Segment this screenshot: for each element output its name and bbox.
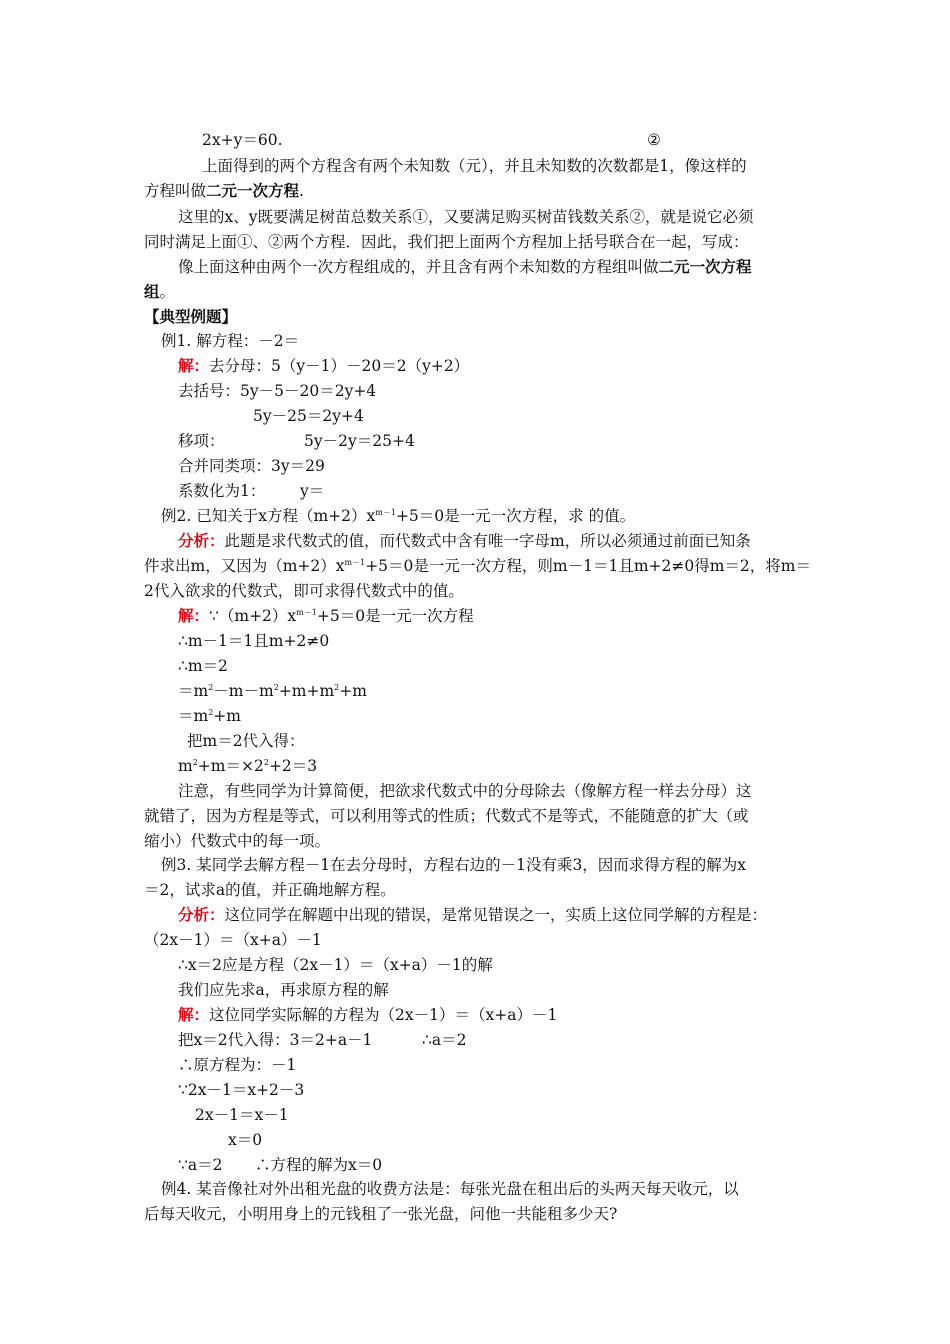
example-2-analysis-3: 2代入欲求的代数式，即可求得代数式中的值。 xyxy=(144,582,464,600)
example-2-note-2: 就错了，因为方程是等式，可以利用等式的性质；代数式不是等式，不能随意的扩大（或 xyxy=(144,807,749,825)
example-2-note-1: 注意，有些同学为计算简便，把欲求代数式中的分母除去（像解方程一样去分母）这 xyxy=(178,782,752,800)
example-2-solution-6: 把m＝2代入得： xyxy=(187,732,305,750)
example-1-step-4-equation: 5y－2y＝25+4 xyxy=(304,432,415,450)
para-1-line-2: 方程叫做二元一次方程. xyxy=(144,181,304,200)
equation-2-marker: ② xyxy=(647,131,661,149)
example-2-solution-3: ∴m＝2 xyxy=(178,657,228,675)
example-3-solution-2: 把x＝2代入得：3＝2+a－1 xyxy=(178,1031,373,1049)
example-1-step-1: 解：去分母：5（y－1）－20＝2（y+2） xyxy=(178,356,470,375)
example-3-solution-3: ∴原方程为：－1 xyxy=(178,1056,297,1074)
example-3-analysis-1: 分析：这位同学在解题中出现的错误，是常见错误之一，实质上这位同学解的方程是： xyxy=(178,905,768,924)
example-3-solution-2b: ∴a＝2 xyxy=(422,1031,467,1049)
example-3-solution-1: 解：这位同学实际解的方程为（2x－1）＝（x+a）－1 xyxy=(178,1005,558,1024)
example-2-title: 例2. 已知关于x方程$(m+2)x^{m-1}+5=0$是一元一次方程，求 的值。 xyxy=(161,507,636,525)
example-2-analysis-1: 分析：此题是求代数式的值，而代数式中含有唯一字母m，所以必须通过前面已知条 xyxy=(178,531,751,550)
section-heading: 【典型例题】 xyxy=(144,307,238,326)
term-equation-system: 二元一次方程 xyxy=(658,257,752,276)
example-1-title: 例1. 解方程：－2＝ xyxy=(161,332,300,350)
example-2-solution-1: 解：$\because(m+2)x^{m-1}+5=0$是一元一次方程 xyxy=(178,606,474,625)
example-2-solution-2: ∴m－1＝1且m+2≠0 xyxy=(178,632,330,650)
example-2-analysis-2: 件求出m，又因为$(m+2)x^{m-1}+5=0$是一元一次方程，则m－1＝1且m+2≠0得m＝2，将m＝ xyxy=(144,557,811,575)
equation-2: 2x+y＝60. xyxy=(202,131,283,149)
example-1-step-6-equation: y＝ xyxy=(300,482,325,500)
example-3-solution-4: ∵2x－1＝x+2－3 xyxy=(178,1081,305,1099)
para-3-line-1: 像上面这种由两个一次方程组成的，并且含有两个未知数的方程组叫做二元一次方程 xyxy=(178,257,752,276)
example-3-analysis-3: ∴x＝2应是方程（2x－1）＝（x+a）－1的解 xyxy=(178,956,493,974)
para-3-line-2: 组。 xyxy=(144,282,176,301)
para-2-line-1: 这里的x、y既要满足树苗总数关系①，又要满足购买树苗钱数关系②，就是说它必须 xyxy=(178,208,754,226)
example-3-analysis-4: 我们应先求a，再求原方程的解 xyxy=(178,981,389,999)
example-1-step-2: 去括号：5y－5－20＝2y+4 xyxy=(178,382,377,400)
example-3-title-1: 例3. 某同学去解方程－1在去分母时，方程右边的－1没有乘3，因而求得方程的解为x xyxy=(161,856,747,874)
example-1-step-5: 合并同类项：3y＝29 xyxy=(178,457,325,475)
example-3-solution-5: 2x－1＝x－1 xyxy=(195,1106,289,1124)
example-3-analysis-2: （2x－1）＝（x+a）－1 xyxy=(144,931,322,949)
example-2-solution-4: $=m^2-m-m^2+m+m^2+m$ xyxy=(178,682,367,700)
example-3-solution-6: x＝0 xyxy=(228,1131,263,1149)
example-1-step-4-label: 移项： xyxy=(178,432,225,450)
example-1-step-6-label: 系数化为1： xyxy=(178,482,266,500)
example-3-solution-7b: ∴方程的解为x＝0 xyxy=(255,1156,383,1174)
term-binary-linear-equation: 二元一次方程 xyxy=(206,181,300,200)
example-1-step-3: 5y－25＝2y+4 xyxy=(253,407,364,425)
example-3-title-2: ＝2，试求a的值，并正确地解方程。 xyxy=(144,881,396,899)
example-2-solution-5: $=m^2+m$ xyxy=(178,707,241,725)
example-4-title-1: 例4. 某音像社对外出租光盘的收费方法是：每张光盘在租出后的头两天每天收元，以 xyxy=(161,1180,739,1198)
example-3-solution-7a: ∵a＝2 xyxy=(178,1156,223,1174)
para-1-line-1: 上面得到的两个方程含有两个未知数（元），并且未知数的次数都是1，像这样的 xyxy=(202,157,747,175)
example-2-solution-7: $m^2+m=\times 2^2+2=3$ xyxy=(178,757,318,775)
example-2-note-3: 缩小）代数式中的每一项。 xyxy=(144,832,331,850)
para-2-line-2: 同时满足上面①、②两个方程．因此，我们把上面两个方程加上括号联合在一起，写成： xyxy=(144,233,749,251)
example-4-title-2: 后每天收元，小明用身上的元钱租了一张光盘，问他一共能租多少天? xyxy=(144,1205,618,1223)
